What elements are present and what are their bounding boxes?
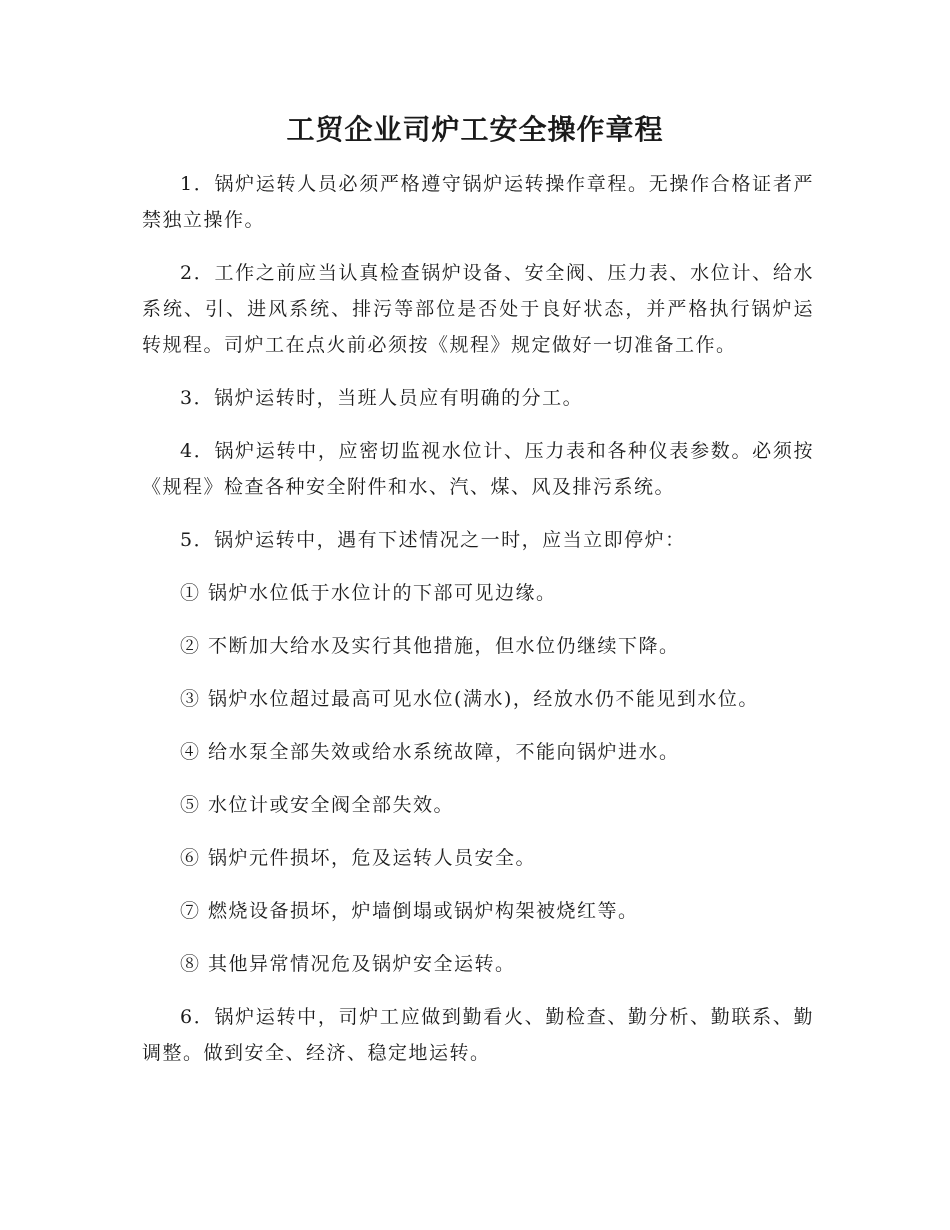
list-item-3: ③ 锅炉水位超过最高可见水位(满水)，经放水仍不能见到水位。 [180,688,759,710]
list-item-6: ⑥ 锅炉元件损坏，危及运转人员安全。 [180,847,537,869]
list-item-5: ⑤ 水位计或安全阀全部失效。 [180,794,455,816]
list-item-4: ④ 给水泵全部失效或给水系统故障，不能向锅炉进水。 [180,741,680,763]
paragraph-2: 2．工作之前应当认真检查锅炉设备、安全阀、压力表、水位计、给水系统、引、进风系统、排污等部位是否处于良好状态，并严格执行锅炉运转规程。司炉工在点火前必须按《规程》规定做好一切准备工作。 [142,262,814,356]
paragraph-4: 4．锅炉运转中，应密切监视水位计、压力表和各种仪表参数。必须按《规程》检查各种安全附件和水、汽、煤、风及排污系统。 [142,440,814,498]
document-title: 工贸企业司炉工安全操作章程 [286,113,664,146]
list-item-7: ⑦ 燃烧设备损坏，炉墙倒塌或锅炉构架被烧红等。 [180,900,639,922]
paragraph-5: 5．锅炉运转中，遇有下述情况之一时，应当立即停炉： [180,529,686,551]
paragraph-3: 3．锅炉运转时，当班人员应有明确的分工。 [180,387,584,409]
list-item-2: ② 不断加大给水及实行其他措施，但水位仍继续下降。 [180,635,680,657]
paragraph-1: 1．锅炉运转人员必须严格遵守锅炉运转操作章程。无操作合格证者严禁独立操作。 [142,173,814,231]
list-item-1: ① 锅炉水位低于水位计的下部可见边缘。 [180,582,557,604]
list-item-8: ⑧ 其他异常情况危及锅炉安全运转。 [180,953,516,975]
document-body [142,166,814,1088]
paragraph-6: 6．锅炉运转中，司炉工应做到勤看火、勤检查、勤分析、勤联系、勤调整。做到安全、经济、稳定地运转。 [142,1006,814,1064]
